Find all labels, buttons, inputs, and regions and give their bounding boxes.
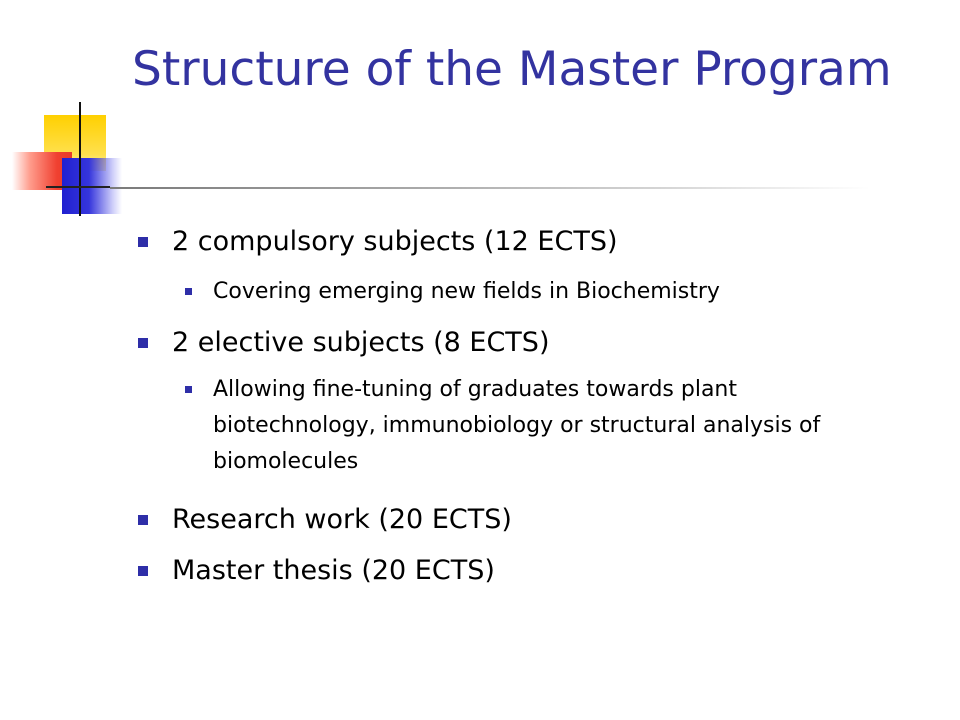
sub-bullet-text: Allowing fine-tuning of graduates towards plant biotechnology, immunobiology or structural analysis of biomolecules (213, 377, 821, 474)
bullet-text: Master thesis (20 ECTS) (172, 555, 495, 586)
sub-bullet-item-compulsory (213, 274, 903, 310)
bullet-text: 2 compulsory subjects (12 ECTS) (172, 226, 618, 257)
sub-bullet-text: Covering emerging new fields in Biochemistry (213, 279, 720, 304)
bullet-text: 2 elective subjects (8 ECTS) (172, 327, 550, 358)
bullet-item-compulsory (172, 224, 912, 260)
sub-bullet-square-icon (185, 288, 192, 295)
bullet-square-icon (138, 566, 148, 576)
bullet-item-research (172, 502, 912, 538)
sub-bullet-square-icon (185, 386, 192, 393)
bullet-square-icon (138, 338, 148, 348)
slide-title: Structure of the Master Program (132, 42, 892, 97)
bullet-item-elective (172, 325, 912, 361)
bullet-square-icon (138, 515, 148, 525)
bullet-text: Research work (20 ECTS) (172, 504, 512, 535)
sub-bullet-item-elective (213, 372, 903, 480)
bullet-item-thesis (172, 553, 912, 589)
bullet-square-icon (138, 237, 148, 247)
